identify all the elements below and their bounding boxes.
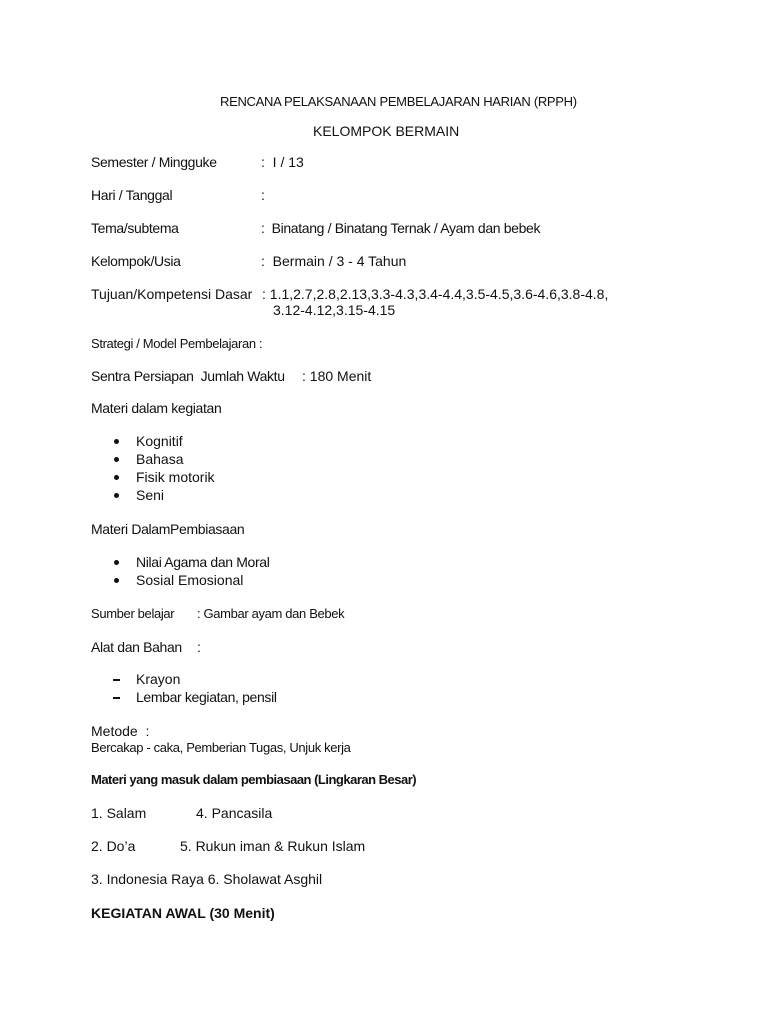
alat-colon: : (197, 639, 201, 655)
lingkaran-item: 2. Do’a (91, 838, 136, 854)
list-item: Seni (136, 487, 165, 503)
semester-value: : I / 13 (261, 154, 304, 170)
strategi-label: Strategi / Model Pembelajaran : (91, 336, 263, 351)
bullet-icon (114, 439, 119, 444)
document-title: RENCANA PELAKSANAAN PEMBELAJARAN HARIAN (RPPH) (220, 94, 577, 109)
alat-heading: Alat dan Bahan (91, 639, 182, 655)
lingkaran-item: 5. Rukun iman & Rukun Islam (180, 838, 366, 854)
list-item: Sosial Emosional (136, 572, 244, 588)
bullet-icon (114, 560, 119, 565)
bullet-icon (114, 578, 119, 583)
metode-text: Bercakap - caka, Pemberian Tugas, Unjuk kerja (91, 740, 351, 755)
bullet-icon (114, 475, 119, 480)
semester-label: Semester / Mingguke (91, 154, 217, 170)
list-item: Lembar kegiatan, pensil (136, 689, 277, 705)
sumber-value: : Gambar ayam dan Bebek (197, 606, 345, 621)
tujuan-value-line2: 3.12-4.12,3.15-4.15 (273, 302, 396, 318)
dash-bullet-icon (113, 679, 120, 681)
list-item: Kognitif (136, 433, 183, 449)
sumber-label: Sumber belajar (91, 606, 175, 621)
tujuan-value-line1: : 1.1,2.7,2.8,2.13,3.3-4.3,3.4-4.4,3.5-4.5,3.6-4.6,3.8-4.8, (262, 286, 609, 302)
bullet-icon (114, 457, 119, 462)
list-item: Nilai Agama dan Moral (136, 554, 270, 570)
lingkaran-heading: Materi yang masuk dalam pembiasaan (Lingkaran Besar) (91, 772, 417, 787)
metode-heading: Metode : (91, 723, 150, 739)
materi-kegiatan-heading: Materi dalam kegiatan (91, 400, 222, 416)
dash-bullet-icon (113, 697, 120, 699)
bullet-icon (114, 493, 119, 498)
hari-value: : (261, 187, 265, 203)
lingkaran-item: 3. Indonesia Raya 6. Sholawat Asghil (91, 871, 323, 887)
list-item: Fisik motorik (136, 469, 215, 485)
tema-value: : Binatang / Binatang Ternak / Ayam dan bebek (261, 220, 541, 236)
kegiatan-awal-heading: KEGIATAN AWAL (30 Menit) (91, 905, 275, 921)
lingkaran-item: 1. Salam (91, 805, 147, 821)
materi-pembiasaan-heading: Materi DalamPembiasaan (91, 521, 245, 537)
lingkaran-item: 4. Pancasila (196, 805, 273, 821)
list-item: Bahasa (136, 451, 184, 467)
tujuan-label: Tujuan/Kompetensi Dasar (91, 286, 253, 302)
hari-label: Hari / Tanggal (91, 187, 173, 203)
sentra-label: Sentra Persiapan Jumlah Waktu (91, 368, 285, 384)
sentra-value: : 180 Menit (302, 368, 372, 384)
list-item: Krayon (136, 671, 181, 687)
document-subtitle: KELOMPOK BERMAIN (313, 123, 460, 139)
kelompok-label: Kelompok/Usia (91, 253, 181, 269)
kelompok-value: : Bermain / 3 - 4 Tahun (261, 253, 407, 269)
tema-label: Tema/subtema (91, 220, 179, 236)
